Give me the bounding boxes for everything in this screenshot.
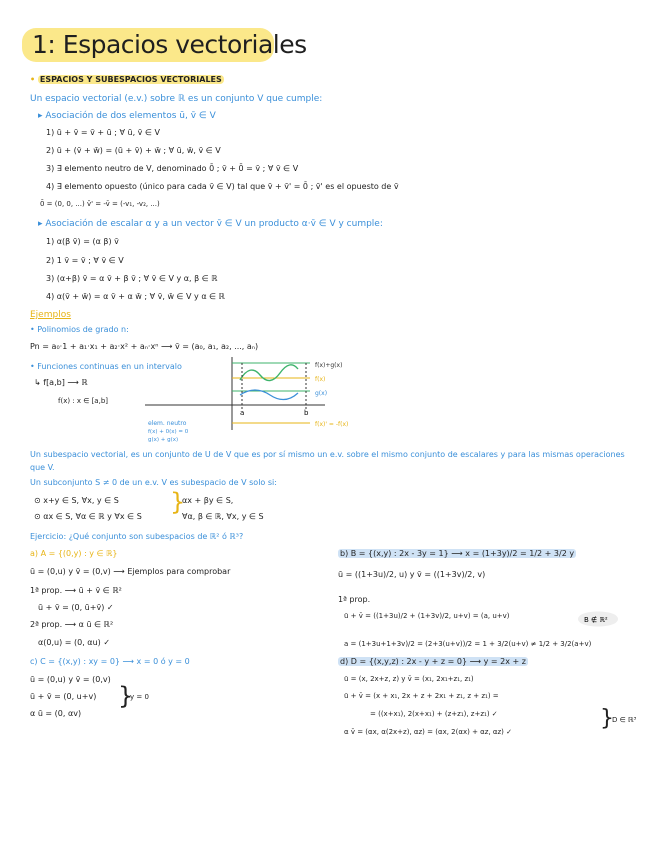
cont-def: ↳ f[a,b] ⟶ ℝ xyxy=(34,378,88,387)
exD-line-4: α v̄ = (αx, α(2x+z), αz) = (αx, 2(αx) + αz, αz) ✓ xyxy=(344,728,513,736)
exA-line-4: 2ª prop. ⟶ α ū ∈ ℝ² xyxy=(30,620,114,629)
scalar-prop-2: 2) 1 v̄ = v̄ ; ∀ v̄ ∈ V xyxy=(46,256,124,265)
label-a: a xyxy=(240,409,245,417)
criteria-brace: } xyxy=(170,488,186,516)
examples-heading: Ejemplos xyxy=(30,310,71,320)
functions-graph xyxy=(140,355,380,445)
cont-fx: f(x) : x ∈ [a,b] xyxy=(58,397,108,405)
sum-prop-4: 4) ∃ elemento opuesto (único para cada v̄ ∈ V) tal que v̄ + v̄' = 0̄ ; v̄' es el opuesto de v̄ xyxy=(46,182,399,191)
scalar-heading: ▸ Asociación de escalar α y a un vector v̄ ∈ V un producto α·v̄ ∈ V y cumple: xyxy=(38,219,383,229)
exC-brace-label: y = 0 xyxy=(130,693,149,701)
label-b: b xyxy=(304,409,309,417)
label-f: f(x) xyxy=(315,376,326,383)
scalar-prop-3: 3) (α+β) v̄ = α v̄ + β v̄ ; ∀ v̄ ∈ V y α, β ∈ ℝ xyxy=(46,274,218,283)
criterion-eq-1: αx + βy ∈ S, xyxy=(182,496,234,505)
exA-line-5: α(0,u) = (0, αu) ✓ xyxy=(38,638,111,647)
poly-formula: Pn = a₀·1 + a₁·x₁ + a₂·x² + aₙ·xⁿ ⟶ v̄ = (a₀, a₁, a₂, ..., aₙ) xyxy=(30,342,259,351)
neutral-label: elem. neutro xyxy=(148,420,187,427)
exA-line-1: ū = (0,u) y v̄ = (0,v) ⟶ Ejemplos para comprobar xyxy=(30,567,231,576)
exD-line-2: ū + v̄ = (x + x₁, 2x + z + 2x₁ + z₁, z + z₁) = xyxy=(344,692,499,700)
label-neg: f(x)' = -f(x) xyxy=(315,421,349,428)
label-fg: f(x)+g(x) xyxy=(315,362,343,369)
criterion-2: ⊙ αx ∈ S, ∀α ∈ ℝ y ∀x ∈ S xyxy=(34,512,142,521)
exB-line-4: a = (1+3u+1+3v)/2 = (2+3(u+v))/2 = 1 + 3/2(u+v) ≠ 1/2 + 3/2(a+v) xyxy=(344,640,592,648)
scalar-prop-1: 1) α(β v̄) = (α β) v̄ xyxy=(46,237,119,246)
intro-text: Un espacio vectorial (e.v.) sobre ℝ es un conjunto V que cumple: xyxy=(30,94,323,104)
exB-head: b) B = {(x,y) : 2x - 3y = 1} ⟶ x = (1+3y)/2 = 1/2 + 3/2 y xyxy=(340,549,575,558)
exD-head: d) D = {(x,y,z) : 2x - y + z = 0} ⟶ y = 2x + z xyxy=(340,657,526,666)
exercise-heading: Ejercicio: ¿Qué conjunto son subespacios de ℝ² ó ℝ³? xyxy=(30,532,244,541)
zero-note: 0̄ = (0, 0, ...) v̄' = -v̄ = (-v₁, -v₂, ...) xyxy=(40,200,160,208)
sum-prop-3: 3) ∃ elemento neutro de V, denominado 0̄ ; v̄ + 0̄ = v̄ ; ∀ v̄ ∈ V xyxy=(46,164,299,173)
exC-head: c) C = {(x,y) : xy = 0} ⟶ x = 0 ó y = 0 xyxy=(30,657,190,666)
exB-line-1: ū = ((1+3u)/2, u) y v̄ = ((1+3v)/2, v) xyxy=(338,570,486,579)
exA-line-2: 1ª prop. ⟶ ū + v̄ ∈ ℝ² xyxy=(30,586,122,595)
exA-head: a) A = {(0,y) : y ∈ ℝ} xyxy=(30,549,118,558)
exB-line-2: 1ª prop. xyxy=(338,595,371,604)
neutral-label-2: f(x) + 0(x) = 0 xyxy=(148,429,189,435)
sum-prop-1: 1) ū + v̄ = v̄ + ū ; ∀ ū, v̄ ∈ V xyxy=(46,128,160,137)
exB-badge-label: B ∉ ℝ² xyxy=(584,616,608,624)
exC-line-2: ū + v̄ = (0, u+v) xyxy=(30,692,97,701)
subspace-criterion: Un subconjunto S ≠ 0 de un e.v. V es subespacio de V solo si: xyxy=(30,478,277,487)
neutral-label-3: g(x) + g(x) xyxy=(148,437,179,443)
sum-heading: ▸ Asociación de dos elementos ū, v̄ ∈ V xyxy=(38,111,216,121)
exC-line-3: α ū = (0, αv) xyxy=(30,709,82,718)
poly-heading: • Polinomios de grado n: xyxy=(30,325,129,334)
subspace-definition: Un subespacio vectorial, es un conjunto de U de V que es por sí mismo un e.v. sobre el mismo conjunto de escalares y para las mismas operaciones que V. xyxy=(30,450,625,472)
exC-line-1: ū = (0,u) y v̄ = (0,v) xyxy=(30,675,111,684)
exD-badge: D ∈ ℝ³ xyxy=(612,716,637,724)
exD-brace: } xyxy=(600,706,614,731)
exD-line-1: ū = (x, 2x+z, z) y v̄ = (x₁, 2x₁+z₁, z₁) xyxy=(344,675,474,683)
criterion-eq-2: ∀α, β ∈ ℝ, ∀x, y ∈ S xyxy=(182,512,264,521)
criterion-1: ⊙ x+y ∈ S, ∀x, y ∈ S xyxy=(34,496,119,505)
exA-line-3: ū + v̄ = (0, ū+v̄) ✓ xyxy=(38,603,114,612)
scalar-prop-4: 4) α(v̄ + w̄) = α v̄ + α w̄ ; ∀ v̄, w̄ ∈ V y α ∈ ℝ xyxy=(46,292,225,301)
section-heading: • ESPACIOS Y SUBESPACIOS VECTORIALES xyxy=(30,75,222,84)
cont-heading: • Funciones continuas en un intervalo xyxy=(30,362,182,371)
label-g: g(x) xyxy=(315,390,328,397)
exB-line-3: ū + v̄ = ((1+3u)/2 + (1+3v)/2, u+v) = (a, u+v) xyxy=(344,612,510,620)
exC-brace: } xyxy=(118,682,134,710)
exD-line-3: = ((x+x₁), 2(x+x₁) + (z+z₁), z+z₁) ✓ xyxy=(370,710,498,718)
sum-prop-2: 2) ū + (v̄ + w̄) = (ū + v̄) + w̄ ; ∀ ū, w̄, v̄ ∈ V xyxy=(46,146,221,155)
page-title: 1: Espacios vectoriales xyxy=(32,30,307,59)
exB-badge xyxy=(574,605,622,633)
